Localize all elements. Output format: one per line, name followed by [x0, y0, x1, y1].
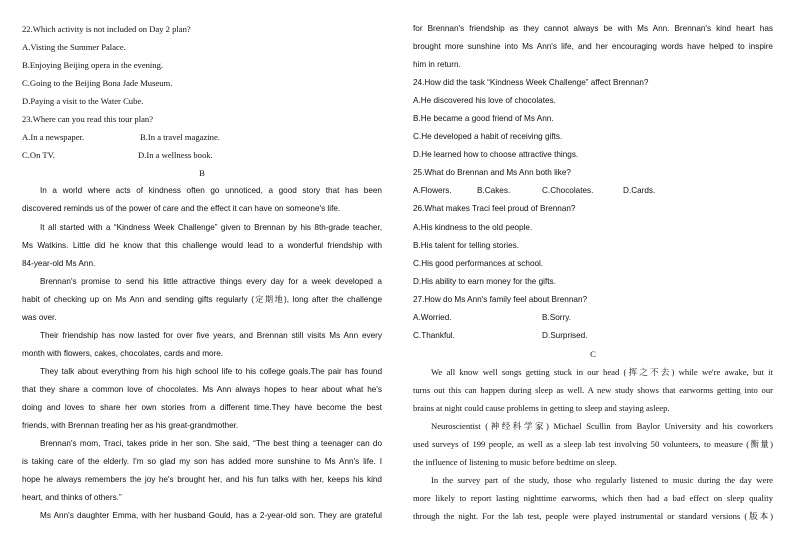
q22-option-a: A.Visting the Summer Palace.	[22, 42, 126, 53]
q25-option-b: B.Cakes.	[477, 186, 511, 196]
q23-option-d: D.In a wellness book.	[138, 150, 213, 161]
passage-b-line: friends, with Brennan treating her as his great-grandmother.	[22, 421, 239, 431]
q26-option-b: B.His talent for telling stories.	[413, 240, 520, 250]
passage-b-line: Brennan's promise to send his little attractive things every day for a week developed a	[40, 276, 382, 286]
passage-b-line: It all started with a “Kindness Week Challenge” given to Brennan by his 8th-grade teacher,	[40, 222, 382, 232]
passage-b-line: Their friendship has now lasted for over five years, and Brennan still visits Ms Ann every	[40, 330, 382, 340]
passage-c-line: used surveys of 199 people, as well as a sleep lab test involving 50 volunteers, to measure (衡量)	[413, 439, 773, 450]
passage-c-line: In the survey part of the study, those who regularly listened to music during the day were	[431, 475, 773, 486]
right-column	[413, 20, 773, 525]
q27-options-ab	[413, 309, 773, 327]
q23-option-b: B.In a travel magazine.	[140, 132, 220, 143]
q24-option-d: D.He learned how to choose attractive things.	[413, 150, 579, 160]
q27-options-cd	[413, 327, 773, 345]
passage-b-line: doing and loves to share her own stories from a different time.They have become the best	[22, 402, 382, 412]
q25-option-a: A.Flowers.	[413, 186, 452, 196]
q23-question: 23.Where can you read this tour plan?	[22, 114, 154, 125]
passage-b-line: Ms Ann's daughter Emma, with her husband Gould, has a 2-year-old son. They are grateful	[40, 511, 382, 521]
passage-b-line: is taking care of the elderly. I'm so glad my son has added more sunshine to Ms Ann's life. I	[22, 457, 382, 467]
q25-question: 25.What do Brennan and Ms Ann both like?	[413, 168, 571, 178]
q26-option-d: D.His ability to earn money for the gifts.	[413, 276, 556, 286]
passage-c-line: through the night. For the lab test, people were played instrumental or standard versions (版本)	[413, 511, 773, 522]
q22-option-c: C.Going to the Beijing Bona Jade Museum.	[22, 78, 173, 89]
q23-options-cd	[22, 146, 382, 164]
passage-b-line: habit of checking up on Ms Ann and sending gifts regularly (定期地), long after the challenge	[22, 294, 382, 304]
passage-b-line: Ms Watkins. Little did he know that this challenge would lead to a wonderful friendship with	[22, 240, 382, 250]
passage-c-line: brains at night could cause problems in getting to sleep and staying asleep.	[413, 402, 670, 413]
passage-b-line: Brennan's mom, Traci, takes pride in her son. She said, “The best thing a teenager can do	[40, 439, 382, 449]
passage-b-continued-line: for Brennan's friendship as they cannot always be with Ms Ann. Brennan's kind heart has	[413, 24, 773, 33]
passage-b-line: They talk about everything from his high school life to his college goals.The pair has found	[40, 366, 382, 376]
passage-c-line: the influence of listening to music before bedtime on sleep.	[413, 457, 617, 468]
left-column	[22, 20, 382, 525]
passage-c-line: turns out this can happen during sleep as well. A new study shows that earworms getting into our	[413, 384, 773, 395]
passage-b-line: was over.	[22, 312, 57, 322]
q23-options-ab	[22, 128, 382, 146]
passage-b-line: discovered reminds us of the power of care and the effect it can have on someone's life.	[22, 204, 341, 214]
q27-option-b: B.Sorry.	[542, 312, 571, 322]
passage-b-continued-line: brought more sunshine into Ms Ann's life, and her encouraging words have helped to inspire	[413, 42, 773, 52]
passage-b-continued-line: him in return.	[413, 60, 461, 70]
q26-question: 26.What makes Traci feel proud of Brennan?	[413, 204, 576, 214]
section-b-heading: B	[199, 168, 205, 179]
q27-option-a: A.Worried.	[413, 312, 452, 322]
q24-option-a: A.He discovered his love of chocolates.	[413, 96, 556, 106]
q27-option-d: D.Surprised.	[542, 330, 588, 340]
q25-options	[413, 182, 773, 200]
q24-option-c: C.He developed a habit of receiving gifts.	[413, 132, 563, 142]
q27-option-c: C.Thankful.	[413, 330, 455, 340]
q24-question: 24.How did the task “Kindness Week Challenge” affect Brennan?	[413, 78, 649, 88]
q22-option-d: D.Paying a visit to the Water Cube.	[22, 96, 144, 107]
q25-option-d: D.Cards.	[623, 186, 656, 196]
passage-c-line: Neuroscientist (神经科学家) Michael Scullin from Baylor University and his coworkers	[431, 421, 773, 432]
q24-option-b: B.He became a good friend of Ms Ann.	[413, 114, 554, 124]
passage-b-line: heart, and thinks of others.”	[22, 493, 122, 503]
q22-option-b: B.Enjoying Beijing opera in the evening.	[22, 60, 164, 71]
section-c-heading: C	[590, 348, 596, 359]
q23-option-a: A.In a newspaper.	[22, 132, 85, 143]
q25-option-c: C.Chocolates.	[542, 186, 594, 196]
q22-question: 22.Which activity is not included on Day 2 plan?	[22, 24, 191, 34]
q23-option-c: C.On TV.	[22, 150, 55, 161]
passage-b-line: month with flowers, cakes, chocolates, cards and more.	[22, 348, 224, 358]
passage-c-line: more likely to report lasting nighttime earworms, which then had a bad effect on sleep quality	[413, 493, 773, 504]
q26-option-a: A.His kindness to the old people.	[413, 222, 533, 232]
passage-b-line: that they share a common love of chocolates. Ms Ann always hopes to hear about what he's	[22, 384, 382, 394]
q26-option-c: C.His good performances at school.	[413, 258, 544, 268]
q27-question: 27.How do Ms Ann's family feel about Brennan?	[413, 294, 588, 304]
passage-c-line: We all know well songs getting stuck in our head (挥之不去) while we're awake, but it	[431, 366, 773, 377]
passage-b-line: In a world where acts of kindness often go unnoticed, a good story that has been	[40, 186, 382, 196]
passage-b-line: hope he always remembers the joy he's brought her, and his fun talks with her, keeps his kind	[22, 475, 382, 485]
passage-b-line: 84-year-old Ms Ann.	[22, 258, 96, 268]
